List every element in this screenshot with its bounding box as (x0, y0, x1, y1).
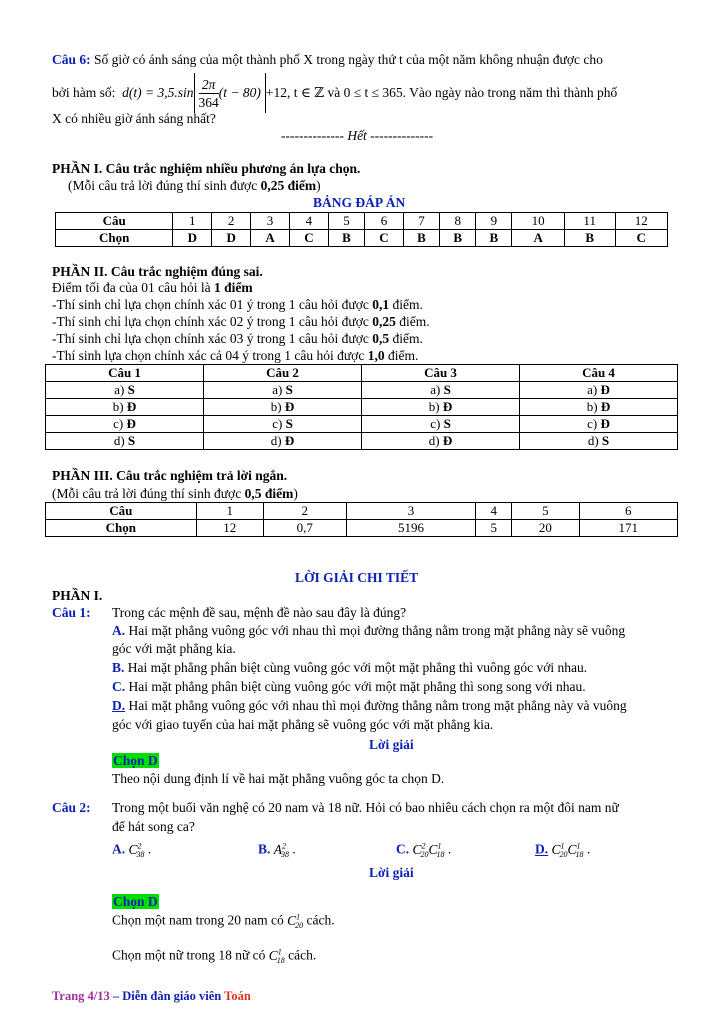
sub-item-label: a) (114, 382, 128, 397)
q1-label: Câu 1: (52, 605, 91, 620)
part2-row (46, 399, 678, 416)
answer-cell: D (173, 230, 212, 247)
rule-text: -Thí sinh chỉ lựa chọn chính xác 02 ý trong 1 câu hỏi được (52, 314, 373, 329)
sub-item-answer: S (285, 382, 293, 397)
frac-den: 364 (198, 94, 219, 110)
q1-explain: Theo nội dung định lí về hai mặt phẳng vuông góc ta chọn D. (112, 771, 445, 786)
footer-site-end: Toán (224, 989, 251, 1003)
q6-line3: X có nhiều giờ ánh sáng nhất? (52, 111, 216, 126)
part2-answer-cell (46, 399, 204, 416)
part2-rule (52, 348, 418, 364)
answer-cell: C (365, 230, 404, 247)
sub-item-label: c) (113, 416, 127, 431)
part2-header-cell: Câu 1 (46, 365, 204, 382)
part2-answer-cell (46, 416, 204, 433)
sub-item-label: b) (112, 399, 127, 414)
part1-note (68, 178, 321, 194)
part3-title: PHẦN III. Câu trắc nghiệm trả lời ngắn. (52, 468, 288, 483)
question-number-cell: 1 (173, 213, 212, 230)
answer-cell: 5 (476, 520, 512, 537)
rule-text: -Thí sinh lựa chọn chính xác cả 04 ý trong 1 câu hỏi được (52, 348, 368, 363)
rule-end: điểm. (389, 331, 423, 346)
answer-cell: B (328, 230, 364, 247)
q1-a-text: Hai mặt phẳng vuông góc với nhau thì mọi đường thẳng nằm trong mặt phẳng này sẽ vuông (128, 623, 626, 638)
sub-item-answer: Đ (442, 433, 453, 448)
part2-answer-cell (520, 382, 678, 399)
q2-step1-formula: $C^1_{20}$ (287, 912, 304, 931)
question-number-cell: 11 (564, 213, 615, 230)
sub-item-label: d) (270, 433, 285, 448)
q6-fraction (199, 76, 219, 111)
answer-cell: 171 (579, 520, 677, 537)
part1-note-bold: 0,25 điểm (260, 178, 317, 193)
q6-formula-mid: (t − 80) (218, 85, 261, 100)
sub-item-label: d) (428, 433, 443, 448)
part2-answer-cell (362, 399, 520, 416)
q1-stem: Trong các mệnh đề sau, mệnh đề nào sau đây là đúng? (112, 605, 407, 620)
answer-cell: 0,7 (263, 520, 346, 537)
footer-page: Trang 4/13 (52, 989, 110, 1003)
part2-max-start: Điểm tối đa của 01 câu hỏi là (52, 280, 214, 295)
answer-cell: 20 (512, 520, 579, 537)
q2-label: Câu 2: (52, 800, 91, 815)
q1-b-text: Hai mặt phẳng phân biệt cùng vuông góc với một mặt phẳng thì vuông góc với nhau. (127, 660, 588, 675)
answer-cell: C (289, 230, 328, 247)
q2-option-a: A. $C^2_{38}$ . (112, 841, 152, 860)
q2-b-formula: $A^2_{38}$ (273, 841, 290, 860)
q2-a-formula: $C^2_{38}$ (128, 841, 145, 860)
part2-answer-cell (204, 416, 362, 433)
part2-row (46, 382, 678, 399)
rule-points: 1,0 (367, 348, 385, 363)
sub-item-label: a) (430, 382, 444, 397)
sub-item-label: b) (270, 399, 285, 414)
answer-table-title: BẢNG ĐÁP ÁN (313, 195, 406, 210)
row-head-cau: Câu (46, 503, 197, 520)
q2-step2-end: cách. (284, 947, 317, 963)
rule-text: -Thí sinh chỉ lựa chọn chính xác 03 ý trong 1 câu hỏi được (52, 331, 373, 346)
part2-max-bold: 1 điểm (213, 280, 253, 295)
q1-a-label: A. (112, 623, 126, 638)
q2-step2-start: Chọn một nữ trong 18 nữ có (112, 947, 269, 963)
row-head-chon: Chọn (56, 230, 173, 247)
sub-item-label: a) (272, 382, 286, 397)
q2-step1 (112, 912, 335, 930)
answer-cell: B (403, 230, 439, 247)
part3-note-end: ) (293, 486, 298, 501)
q2-stem2: để hát song ca? (112, 819, 195, 834)
q1-option-c (112, 679, 586, 695)
question-number-cell: 9 (476, 213, 512, 230)
sub-item-answer: S (443, 416, 451, 431)
sub-item-answer: S (601, 433, 610, 448)
q2-a-label: A. (112, 841, 126, 857)
part1-question-row (56, 213, 668, 230)
part1-answer-table (55, 212, 668, 247)
part2-answer-cell (520, 433, 678, 450)
rule-text: -Thí sinh chỉ lựa chọn chính xác 01 ý trong 1 câu hỏi được (52, 297, 373, 312)
answer-cell: B (476, 230, 512, 247)
part1-answer-row (56, 230, 668, 247)
q1-d-text: Hai mặt phẳng vuông góc với nhau thì mọi đường thẳng nằm trong mặt phẳng này và vuông (128, 698, 627, 713)
sub-item-label: c) (587, 416, 601, 431)
part2-rule (52, 314, 430, 330)
rule-end: điểm. (384, 348, 419, 363)
question-number-cell: 5 (512, 503, 579, 520)
question-number-cell: 10 (512, 213, 564, 230)
q2-option-c: C. $C^2_{20}C^1_{18}$ . (396, 841, 452, 860)
q6-formula-left: d(t) = 3,5.sin (122, 85, 194, 100)
sub-item-answer: Đ (284, 433, 295, 448)
sub-item-answer: Đ (600, 399, 611, 414)
q1-choice (112, 753, 159, 769)
sub-item-answer: Đ (442, 399, 453, 414)
question-number-cell: 6 (365, 213, 404, 230)
q1-option-d2: góc với giao tuyến của hai mặt phẳng sẽ vuông góc với mặt phẳng kia. (112, 717, 494, 732)
q1-c-label: C. (112, 679, 126, 694)
part3-answer-row (46, 520, 678, 537)
sub-item-answer: Đ (600, 416, 610, 431)
sub-item-answer: Đ (600, 382, 610, 397)
answer-cell: A (251, 230, 290, 247)
sub-item-answer: S (127, 433, 136, 448)
sub-item-answer: Đ (284, 399, 295, 414)
q6-line1 (52, 52, 603, 68)
part3-question-row (46, 503, 678, 520)
end-marker: -------------- Hết -------------- (281, 128, 434, 143)
rule-points: 0,25 (372, 314, 396, 329)
solutions-part: PHẦN I. (52, 588, 103, 603)
part2-answer-cell (362, 416, 520, 433)
q1-option-b (112, 660, 587, 676)
answer-cell: B (564, 230, 615, 247)
part2-title: PHẦN II. Câu trắc nghiệm đúng sai. (52, 264, 263, 279)
question-number-cell: 12 (615, 213, 668, 230)
part2-header-cell: Câu 4 (520, 365, 678, 382)
answer-cell: C (615, 230, 668, 247)
row-head-cau: Câu (56, 213, 173, 230)
part2-answer-cell (204, 382, 362, 399)
question-number-cell: 6 (579, 503, 677, 520)
part3-answer-table (45, 502, 678, 537)
sub-item-label: d) (113, 433, 128, 448)
question-number-cell: 4 (289, 213, 328, 230)
part2-header-row (46, 365, 678, 382)
q6-line2 (52, 72, 617, 114)
q1-d-label: D. (112, 698, 126, 713)
sub-item-label: b) (428, 399, 443, 414)
part2-answer-cell (204, 433, 362, 450)
q2-c-formula: $C^2_{20}C^1_{18}$ (412, 841, 445, 860)
q1-c-text: Hai mặt phẳng phân biệt cùng vuông góc với một mặt phẳng thì song song với nhau. (128, 679, 586, 694)
question-number-cell: 3 (346, 503, 476, 520)
rule-end: điểm. (395, 314, 430, 329)
part2-answer-cell (520, 416, 678, 433)
q2-b-label: B. (258, 841, 271, 857)
part2-rule (52, 331, 423, 347)
q6-text1: Số giờ có ánh sáng của một thành phố X trong ngày thứ t của một năm không nhuận được cho (94, 52, 603, 67)
part2-header-cell: Câu 3 (362, 365, 520, 382)
solutions-title: LỜI GIẢI CHI TIẾT (295, 570, 419, 585)
answer-cell: B (440, 230, 476, 247)
q2-c-label: C. (396, 841, 410, 857)
sub-item-answer: Đ (126, 416, 136, 431)
part2-answer-cell (520, 399, 678, 416)
sub-item-answer: S (127, 382, 135, 397)
sub-item-label: a) (587, 382, 601, 397)
rule-end: điểm. (389, 297, 423, 312)
sub-item-label: c) (272, 416, 286, 431)
q1-option-a2: góc với mặt phẳng kia. (112, 641, 236, 656)
q2-d-formula: $C^1_{20}C^1_{18}$ (551, 841, 584, 860)
answer-cell: 5196 (346, 520, 476, 537)
sub-item-answer: S (285, 416, 293, 431)
frac-num: 2π (199, 76, 219, 94)
q2-choice (112, 894, 159, 910)
question-number-cell: 4 (476, 503, 512, 520)
q6-text2: bởi hàm số: (52, 85, 116, 100)
footer-site: Diễn đàn giáo viên (122, 989, 225, 1003)
q6-formula-right: +12, t ∈ ℤ và 0 ≤ t ≤ 365. Vào ngày nào trong năm thì thành phố (265, 85, 618, 100)
q1-choice-highlight: Chọn D (113, 753, 158, 768)
question-number-cell: 5 (328, 213, 364, 230)
q6-label: Câu 6: (52, 52, 91, 67)
footer-dash: – (109, 989, 123, 1003)
part1-note-start: (Mỗi câu trả lời đúng thí sinh được (68, 178, 261, 193)
part3-note-start: (Mỗi câu trả lời đúng thí sinh được (52, 486, 245, 501)
q2-step2-formula: $C^1_{18}$ (268, 947, 285, 966)
footer (52, 989, 251, 1004)
q2-solution-title: Lời giải (369, 865, 414, 880)
q2-d-label: D. (535, 841, 549, 857)
question-number-cell: 3 (251, 213, 290, 230)
q2-option-b: B. $A^2_{38}$ . (258, 841, 296, 860)
part2-answer-cell (46, 382, 204, 399)
answer-cell: A (512, 230, 564, 247)
sub-item-answer: S (443, 382, 451, 397)
sub-item-label: c) (430, 416, 444, 431)
sub-item-label: d) (587, 433, 602, 448)
q2-option-d: D. $C^1_{20}C^1_{18}$ . (535, 841, 591, 860)
part2-row (46, 416, 678, 433)
part3-note-bold: 0,5 điểm (244, 486, 294, 501)
question-number-cell: 1 (196, 503, 263, 520)
q1-option-d (112, 698, 627, 714)
question-number-cell: 8 (440, 213, 476, 230)
q2-step1-end: cách. (303, 912, 335, 928)
part2-answer-cell (46, 433, 204, 450)
part2-answer-cell (362, 382, 520, 399)
sub-item-answer: Đ (126, 399, 137, 414)
question-number-cell: 2 (263, 503, 346, 520)
q1-solution-title: Lời giải (369, 737, 414, 752)
part2-rule (52, 297, 423, 313)
question-number-cell: 7 (403, 213, 439, 230)
part2-max (52, 280, 253, 296)
part2-header-cell: Câu 2 (204, 365, 362, 382)
rule-points: 0,1 (372, 297, 390, 312)
q2-choice-highlight: Chọn D (113, 894, 158, 909)
sub-item-label: b) (586, 399, 601, 414)
part2-answer-table (45, 364, 678, 450)
q1-b-label: B. (112, 660, 125, 675)
q2-step1-start: Chọn một nam trong 20 nam có (112, 912, 288, 928)
question-number-cell: 2 (212, 213, 251, 230)
answer-cell: 12 (196, 520, 263, 537)
q2-step2 (112, 947, 316, 965)
row-head-chon: Chọn (46, 520, 197, 537)
part1-title: PHẦN I. Câu trắc nghiệm nhiều phương án lựa chọn. (52, 161, 361, 176)
q1-option-a (112, 623, 625, 639)
part2-row (46, 433, 678, 450)
part3-note (52, 486, 298, 502)
q2-stem1: Trong một buổi văn nghệ có 20 nam và 18 nữ. Hỏi có bao nhiêu cách chọn ra một đôi nam nữ (112, 800, 619, 815)
part2-answer-cell (204, 399, 362, 416)
part1-note-end: ) (316, 178, 321, 193)
rule-points: 0,5 (372, 331, 390, 346)
part2-answer-cell (362, 433, 520, 450)
answer-cell: D (212, 230, 251, 247)
